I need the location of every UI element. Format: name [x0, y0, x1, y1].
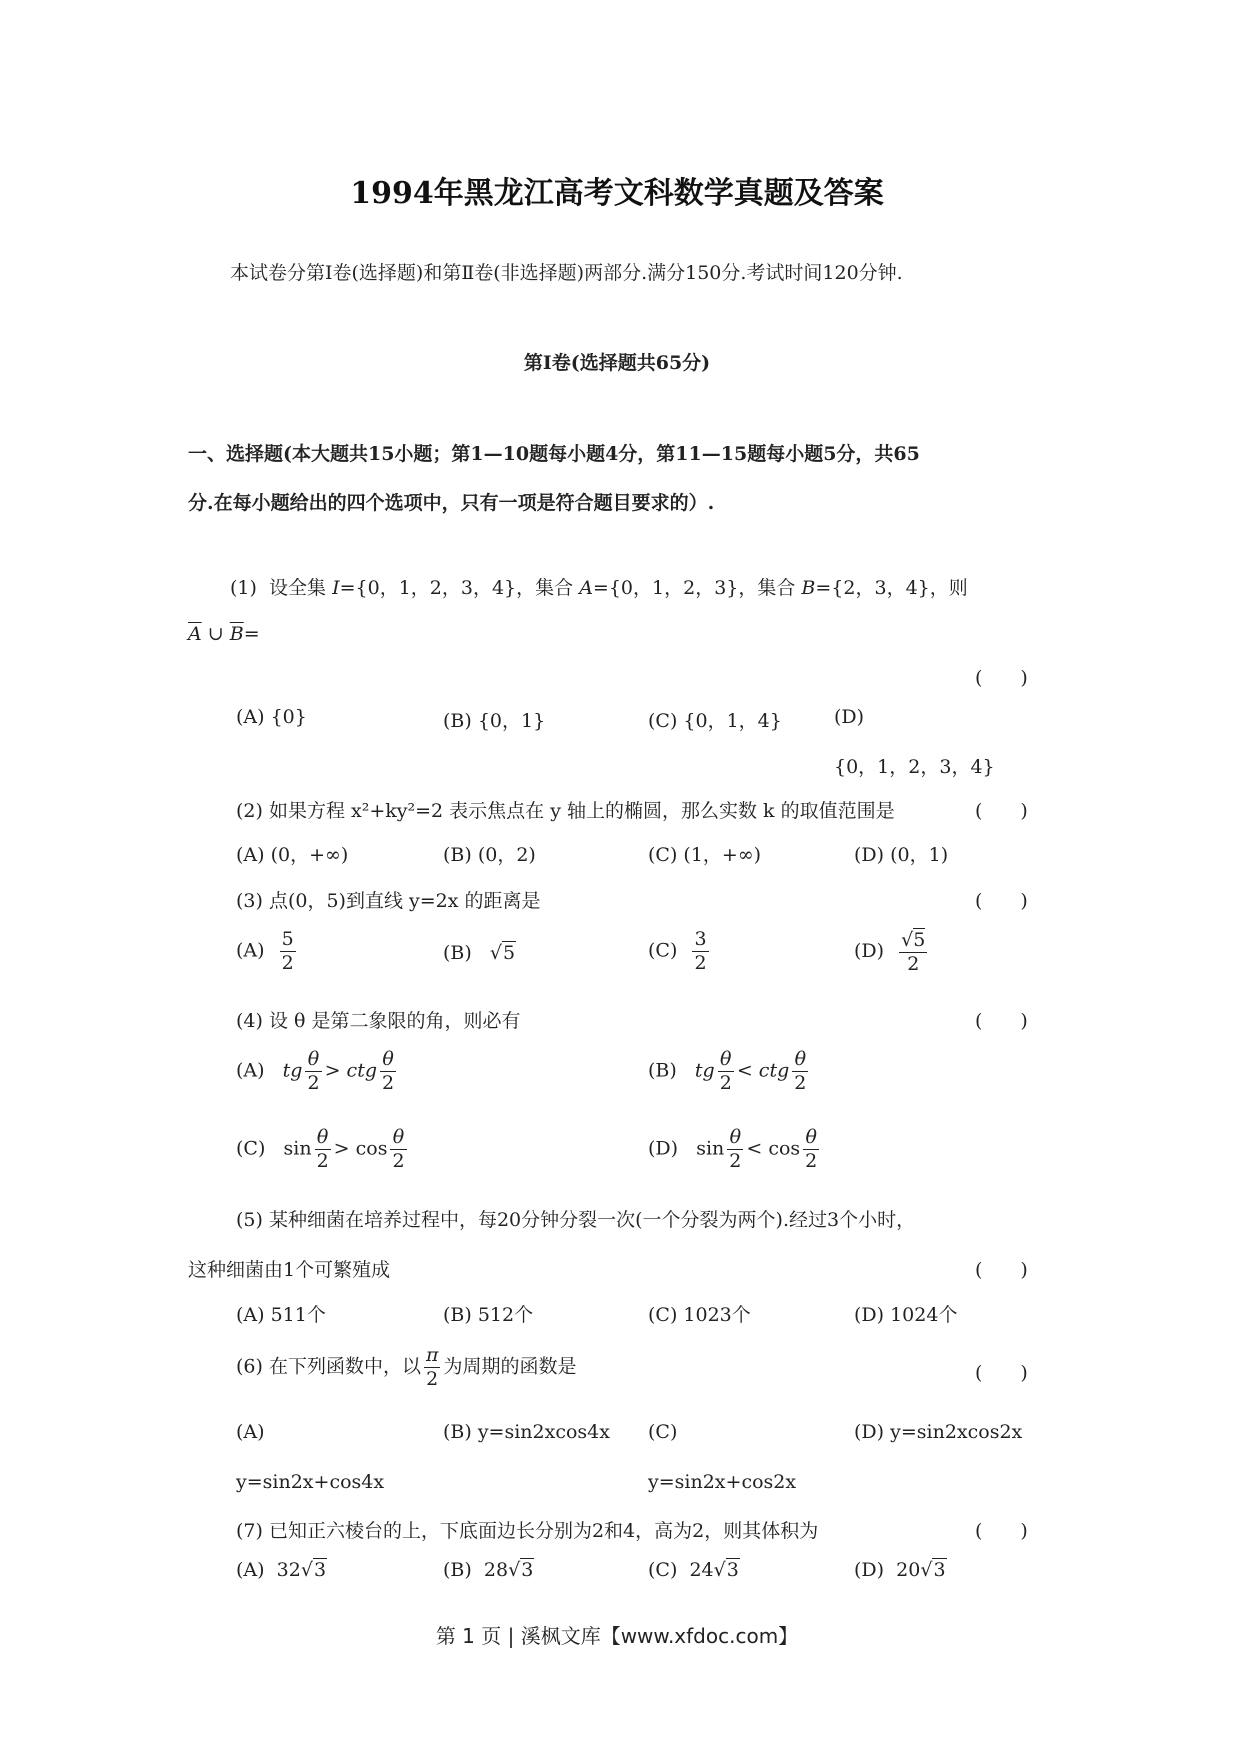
- option-c: (C) (1，+∞): [648, 844, 762, 866]
- option-d-value: {0，1，2，3，4}: [834, 756, 995, 778]
- option-a-value: y=sin2x+cos4x: [236, 1471, 385, 1493]
- section-heading-line2: 分.在每小题给出的四个选项中，只有一项是符合题目要求的）.: [188, 492, 715, 514]
- answer-paren: ( ): [975, 1259, 1028, 1281]
- numerator: θ: [729, 1126, 742, 1148]
- denominator: 2: [907, 952, 920, 975]
- radicand: 3: [726, 1559, 739, 1581]
- coefficient: 32: [276, 1559, 301, 1581]
- radicand: 5: [503, 942, 516, 964]
- fraction: [380, 1048, 396, 1095]
- option-label: (D): [854, 939, 885, 962]
- complement-b: $\overline{B}$: [229, 623, 244, 645]
- denominator: 2: [307, 1071, 320, 1094]
- answer-paren: ( ): [975, 667, 1028, 689]
- set-symbol: B: [801, 577, 816, 599]
- fraction: [315, 1126, 331, 1173]
- option-label: (A): [236, 1059, 265, 1082]
- denominator: 2: [426, 1367, 439, 1390]
- coefficient: 24: [689, 1559, 714, 1581]
- option-b: [443, 942, 516, 964]
- question-2: (2) 如果方程 x²+ky²=2 表示焦点在 y 轴上的椭圆，那么实数 k 的取值范围是: [236, 800, 895, 822]
- equals-sign: =: [243, 623, 260, 645]
- option-d: (D) 1024个: [854, 1304, 958, 1326]
- option-label: (C): [648, 939, 678, 962]
- fraction: [424, 1344, 441, 1391]
- operator: >: [324, 1059, 341, 1082]
- question-7: (7) 已知正六棱台的上，下底面边长分别为2和4，高为2，则其体积为: [236, 1520, 819, 1542]
- coefficient: 20: [896, 1559, 921, 1581]
- radicand: 3: [521, 1559, 534, 1581]
- option-b: [648, 1048, 811, 1095]
- option-d: (D) y=sin2xcos2x: [854, 1421, 1023, 1443]
- question-text: 为周期的函数是: [443, 1355, 577, 1378]
- radicand: 3: [933, 1559, 946, 1581]
- question-number: (1): [230, 577, 257, 599]
- operator: <: [736, 1059, 753, 1082]
- func-name: cos: [768, 1137, 801, 1160]
- fraction: [280, 928, 296, 975]
- option-label: (A): [236, 939, 265, 962]
- option-a: [236, 1559, 327, 1581]
- radicand: 5: [913, 929, 926, 951]
- section-heading-line1: 一、选择题(本大题共15小题；第1—10题每小题4分，第11—15题每小题5分，共65: [188, 443, 920, 465]
- numerator: π: [425, 1344, 439, 1366]
- question-text: ={2，3，4}，则: [815, 577, 968, 599]
- question-text: (6) 在下列函数中，以: [236, 1355, 421, 1378]
- option-label: (A): [236, 1559, 265, 1581]
- option-d: (D): [834, 706, 865, 728]
- option-label: (D): [648, 1137, 679, 1160]
- denominator: 2: [719, 1071, 732, 1094]
- fraction: [390, 1126, 406, 1173]
- fraction: [803, 1126, 819, 1173]
- option-a: (A) {0}: [236, 706, 307, 728]
- set-symbol: I: [332, 577, 340, 599]
- denominator: 2: [382, 1071, 395, 1094]
- func-name: ctg: [346, 1059, 377, 1082]
- option-b: (B) 512个: [443, 1304, 534, 1326]
- sqrt: √3: [300, 1559, 327, 1581]
- set-symbol: A: [579, 577, 593, 599]
- option-a: [236, 928, 299, 975]
- numerator: θ: [382, 1048, 394, 1070]
- func-name: tg: [694, 1059, 715, 1082]
- complement-a: $\overline{A}$: [188, 623, 202, 645]
- numerator: √5: [901, 929, 926, 951]
- operator: <: [746, 1137, 763, 1160]
- denominator: 2: [281, 951, 294, 974]
- question-5-line2: 这种细菌由1个可繁殖成: [188, 1259, 391, 1281]
- option-b: (B) y=sin2xcos4x: [443, 1421, 610, 1443]
- answer-paren: ( ): [975, 1010, 1028, 1032]
- question-1-expression: [188, 623, 260, 645]
- question-text: ={0，1，2，3}，集合: [592, 577, 796, 599]
- option-label: (B): [443, 1559, 472, 1581]
- func-name: tg: [282, 1059, 303, 1082]
- part-heading: 第Ⅰ卷(选择题共65分): [523, 352, 711, 374]
- option-d: (D) (0，1): [854, 844, 949, 866]
- option-c: [648, 1559, 740, 1581]
- option-label: (D): [854, 1559, 885, 1581]
- fraction: [727, 1126, 743, 1173]
- option-label: (C): [648, 1559, 678, 1581]
- option-a: (A) 511个: [236, 1304, 326, 1326]
- sqrt: √5: [489, 942, 516, 964]
- option-label: (B): [648, 1059, 677, 1082]
- func-name: sin: [696, 1137, 725, 1160]
- option-c: (C) {0，1，4}: [648, 710, 782, 732]
- answer-paren: ( ): [975, 800, 1028, 822]
- fraction: [692, 928, 708, 975]
- func-name: sin: [283, 1137, 312, 1160]
- option-d: [854, 928, 930, 976]
- sqrt: √3: [508, 1559, 534, 1581]
- answer-paren: ( ): [975, 1520, 1028, 1542]
- answer-paren: ( ): [975, 890, 1028, 912]
- option-c-value: y=sin2x+cos2x: [648, 1471, 797, 1493]
- numerator: 5: [281, 928, 294, 950]
- sqrt: √3: [713, 1559, 739, 1581]
- option-b: (B) {0，1}: [443, 710, 546, 732]
- option-d: [648, 1126, 822, 1173]
- denominator: 2: [805, 1149, 818, 1172]
- union-symbol: ∪: [207, 623, 224, 645]
- answer-paren: ( ): [975, 1362, 1028, 1384]
- numerator: θ: [794, 1048, 807, 1070]
- sqrt: √3: [920, 1559, 946, 1581]
- question-3: (3) 点(0，5)到直线 y=2x 的距离是: [236, 890, 541, 912]
- func-name: cos: [355, 1137, 388, 1160]
- fraction: [305, 1048, 321, 1095]
- option-c: [648, 928, 712, 975]
- denominator: 2: [794, 1071, 807, 1094]
- question-6: [236, 1344, 576, 1391]
- intro-text: 本试卷分第Ⅰ卷(选择题)和第Ⅱ卷(非选择题)两部分.满分150分.考试时间120分钟.: [230, 262, 903, 284]
- numerator: θ: [316, 1126, 329, 1148]
- operator: >: [333, 1137, 350, 1160]
- coefficient: 28: [483, 1559, 509, 1581]
- func-name: ctg: [758, 1059, 790, 1082]
- option-label: (C): [236, 1137, 266, 1160]
- option-b: [443, 1559, 534, 1581]
- numerator: θ: [392, 1126, 405, 1148]
- option-a: (A): [236, 1421, 265, 1443]
- numerator: 3: [694, 928, 707, 950]
- option-label: (B): [443, 942, 472, 964]
- denominator: 2: [392, 1149, 405, 1172]
- question-text: 设全集: [269, 577, 327, 599]
- page-title: 1994年黑龙江高考文科数学真题及答案: [350, 176, 884, 211]
- option-a: [236, 1048, 399, 1095]
- question-1: [230, 573, 968, 600]
- denominator: 2: [729, 1149, 742, 1172]
- page-footer: 第 1 页 | 溪枫文库【www.xfdoc.com】: [435, 1624, 799, 1648]
- numerator: θ: [720, 1048, 732, 1070]
- option-b: (B) (0，2): [443, 844, 536, 866]
- option-c: (C): [648, 1421, 678, 1443]
- denominator: 2: [694, 951, 707, 974]
- fraction: [899, 928, 927, 976]
- option-a: (A) (0，+∞): [236, 844, 349, 866]
- denominator: 2: [316, 1149, 329, 1172]
- fraction: [718, 1048, 734, 1095]
- question-text: ={0，1，2，3，4}，集合: [339, 577, 574, 599]
- question-4: (4) 设 θ 是第二象限的角，则必有: [236, 1010, 521, 1032]
- numerator: θ: [307, 1048, 320, 1070]
- numerator: θ: [805, 1126, 817, 1148]
- option-d: [854, 1559, 947, 1581]
- option-c: [236, 1126, 410, 1173]
- option-c: (C) 1023个: [648, 1304, 751, 1326]
- question-5-line1: (5) 某种细菌在培养过程中，每20分钟分裂一次(一个分裂为两个).经过3个小时，: [236, 1209, 916, 1231]
- fraction: [792, 1048, 808, 1095]
- radicand: 3: [313, 1559, 327, 1581]
